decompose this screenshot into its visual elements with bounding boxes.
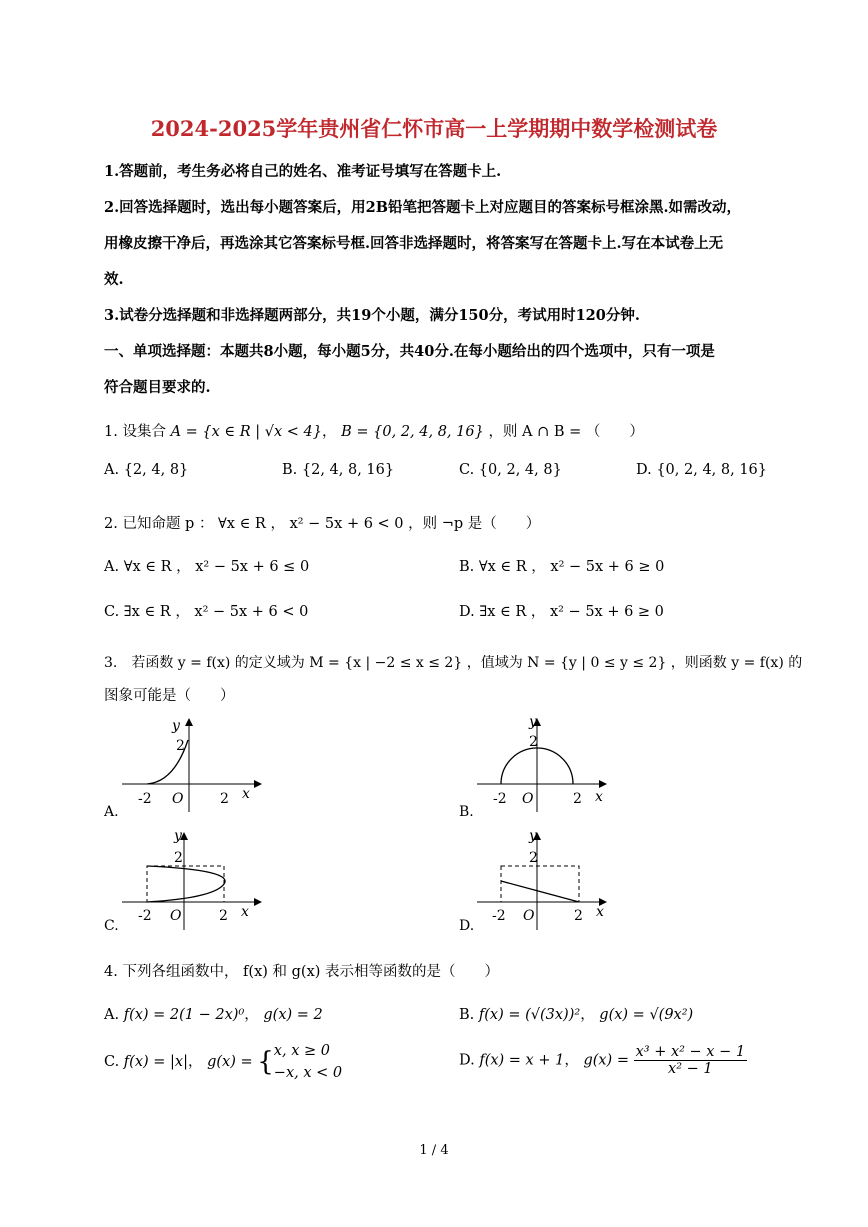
fraction-numerator: x³ + x² − x − 1 — [635, 1044, 746, 1060]
instruction-2b: 用橡皮擦干净后，再选涂其它答案标号框.回答非选择题时，将答案写在答题卡上.写在本试卷上无 — [104, 235, 724, 252]
option-f: f(x) = x + 1 — [479, 1052, 565, 1069]
q4-option-c[interactable]: C. f(x) = |x|， g(x) = { x, x ≥ 0 −x, x < 0 — [104, 1040, 342, 1084]
y-label: y — [529, 828, 537, 844]
question-3-stem-cont: 图象可能是（ ） — [104, 688, 235, 704]
instruction-2c: 效. — [104, 271, 124, 288]
q1-option-a[interactable] — [104, 462, 188, 478]
option-text: {2, 4, 8, 16} — [301, 462, 395, 478]
q2-option-d[interactable] — [459, 600, 664, 621]
option-label: B. — [459, 1007, 475, 1023]
option-label: A. — [104, 559, 120, 575]
option-text: {0, 2, 4, 8, 16} — [656, 462, 768, 478]
y-label: y — [174, 828, 182, 844]
fraction-denominator: x² − 1 — [668, 1061, 713, 1077]
x-tick-2: 2 — [220, 791, 229, 807]
y-tick-2: 2 — [174, 850, 183, 866]
q3-graph-b[interactable] — [459, 712, 629, 822]
q3-graph-c[interactable] — [104, 826, 274, 936]
option-f: f(x) = 2(1 − 2x)⁰ — [123, 1007, 245, 1023]
q1-option-d[interactable] — [636, 462, 767, 478]
option-g: g(x) = √(9x²) — [599, 1007, 694, 1023]
q2-option-c[interactable] — [104, 600, 308, 621]
option-g-cases — [274, 1040, 342, 1084]
page-number: 1 / 4 — [419, 1143, 449, 1158]
x-label: x — [595, 789, 603, 805]
origin-label: O — [523, 908, 535, 924]
option-text: {0, 2, 4, 8} — [478, 462, 562, 478]
q4-option-b[interactable]: B. f(x) = (√(3x))²， g(x) = √(9x²) — [459, 1007, 694, 1023]
option-label: D. — [636, 462, 652, 478]
q1-option-b[interactable] — [282, 462, 394, 478]
q3-graph-d[interactable] — [459, 826, 629, 936]
section-heading-cont: 符合题目要求的. — [104, 379, 211, 396]
option-label: B. — [459, 804, 474, 820]
q2-option-b[interactable] — [459, 555, 664, 576]
left-brace-icon: { — [257, 1047, 274, 1077]
case-2: −x, x < 0 — [273, 1065, 343, 1081]
y-axis-arrow-icon — [185, 718, 193, 726]
option-label: C. — [104, 1054, 120, 1070]
x-tick-neg2: -2 — [138, 908, 152, 924]
x-label: x — [241, 904, 249, 920]
q1-prefix: 1. 设集合 — [104, 424, 166, 440]
option-g-fraction — [634, 1044, 748, 1077]
option-label: D. — [459, 918, 475, 934]
q2-option-a[interactable] — [104, 555, 309, 576]
q1-ask: ，则 A ∩ B = （ ） — [488, 424, 644, 440]
question-1-stem — [104, 420, 644, 441]
x-tick-neg2: -2 — [492, 908, 506, 924]
q1-set-b: B = {0, 2, 4, 8, 16} — [341, 424, 484, 440]
option-label: A. — [104, 1007, 120, 1023]
exam-title: 2024-2025学年贵州省仁怀市高一上学期期中数学检测试卷 — [150, 116, 718, 141]
option-text: {2, 4, 8} — [123, 462, 189, 478]
q3-graph-a[interactable] — [104, 712, 274, 822]
option-g: g(x) = 2 — [263, 1007, 323, 1023]
x-tick-neg2: -2 — [138, 791, 152, 807]
question-4-stem: 4. 下列各组函数中， f(x) 和 g(x) 表示相等函数的是（ ） — [104, 964, 500, 980]
origin-label: O — [172, 791, 184, 807]
x-axis-arrow-icon — [254, 898, 262, 906]
x-tick-2: 2 — [574, 908, 583, 924]
y-tick-2: 2 — [176, 738, 185, 754]
x-tick-2: 2 — [219, 908, 228, 924]
q1-set-a: A = {x ∈ R | √x < 4} — [170, 424, 323, 440]
option-text: ∀x ∈ R ， x² − 5x + 6 ≤ 0 — [123, 559, 310, 575]
option-text: ∀x ∈ R ， x² − 5x + 6 ≥ 0 — [478, 559, 665, 575]
case-1: x, x ≥ 0 — [273, 1043, 330, 1059]
y-tick-2: 2 — [529, 734, 538, 750]
x-axis-arrow-icon — [599, 780, 607, 788]
curve — [147, 866, 225, 902]
x-label: x — [596, 904, 604, 920]
q1-comma: ， — [322, 424, 337, 440]
option-label: C. — [104, 918, 119, 934]
option-g-prefix: g(x) = — [207, 1054, 253, 1070]
instruction-1: 1.答题前，考生务必将自己的姓名、准考证号填写在答题卡上. — [104, 163, 502, 180]
q4-option-d[interactable]: D. f(x) = x + 1， g(x) = $\frac{\text{x³ + x² − x − 1}}{\text{x² − 1}}$ — [459, 1044, 746, 1077]
option-g-prefix: g(x) = — [583, 1052, 629, 1069]
instruction-2a: 2.回答选择题时，选出每小题答案后，用2B铅笔把答题卡上对应题目的答案标号框涂黑.如需改动， — [104, 199, 742, 216]
instruction-3: 3.试卷分选择题和非选择题两部分，共19个小题，满分150分，考试用时120分钟. — [104, 307, 640, 324]
line-segment — [501, 881, 579, 902]
section-heading: 一、单项选择题：本题共8小题，每小题5分，共40分.在每小题给出的四个选项中，只有一项是 — [104, 343, 715, 360]
x-tick-neg2: -2 — [493, 791, 507, 807]
option-label: D. — [459, 1052, 475, 1069]
dashed-bounding-box — [147, 866, 224, 902]
origin-label: O — [170, 908, 182, 924]
option-label: A. — [104, 462, 120, 478]
option-label: C. — [459, 462, 475, 478]
y-label: y — [172, 718, 180, 734]
question-2-stem: 2. 已知命题 p ： ∀x ∈ R ， x² − 5x + 6 < 0 ，则 ¬p 是（ ） — [104, 516, 541, 532]
option-label: B. — [282, 462, 298, 478]
y-tick-2: 2 — [529, 850, 538, 866]
x-tick-2: 2 — [573, 791, 582, 807]
question-3-stem: 3. 若函数 y = f(x) 的定义域为 M = {x | −2 ≤ x ≤ 2} ，值域为 N = {y | 0 ≤ y ≤ 2} ，则函数 y = f(x) 的 — [104, 655, 803, 671]
q4-option-a[interactable]: A. f(x) = 2(1 − 2x)⁰， g(x) = 2 — [104, 1007, 323, 1023]
y-label: y — [529, 714, 537, 730]
q1-option-c[interactable] — [459, 462, 562, 478]
option-label: A. — [104, 804, 119, 820]
origin-label: O — [522, 791, 534, 807]
x-label: x — [242, 786, 250, 802]
option-text: ∃x ∈ R ， x² − 5x + 6 ≥ 0 — [479, 604, 664, 620]
option-f: f(x) = (√(3x))² — [478, 1007, 581, 1023]
option-label: B. — [459, 559, 475, 575]
option-label: D. — [459, 604, 475, 620]
x-axis-arrow-icon — [254, 780, 262, 788]
option-f: f(x) = |x| — [123, 1054, 188, 1070]
option-text: ∃x ∈ R ， x² − 5x + 6 < 0 — [123, 604, 309, 620]
option-label: C. — [104, 604, 120, 620]
